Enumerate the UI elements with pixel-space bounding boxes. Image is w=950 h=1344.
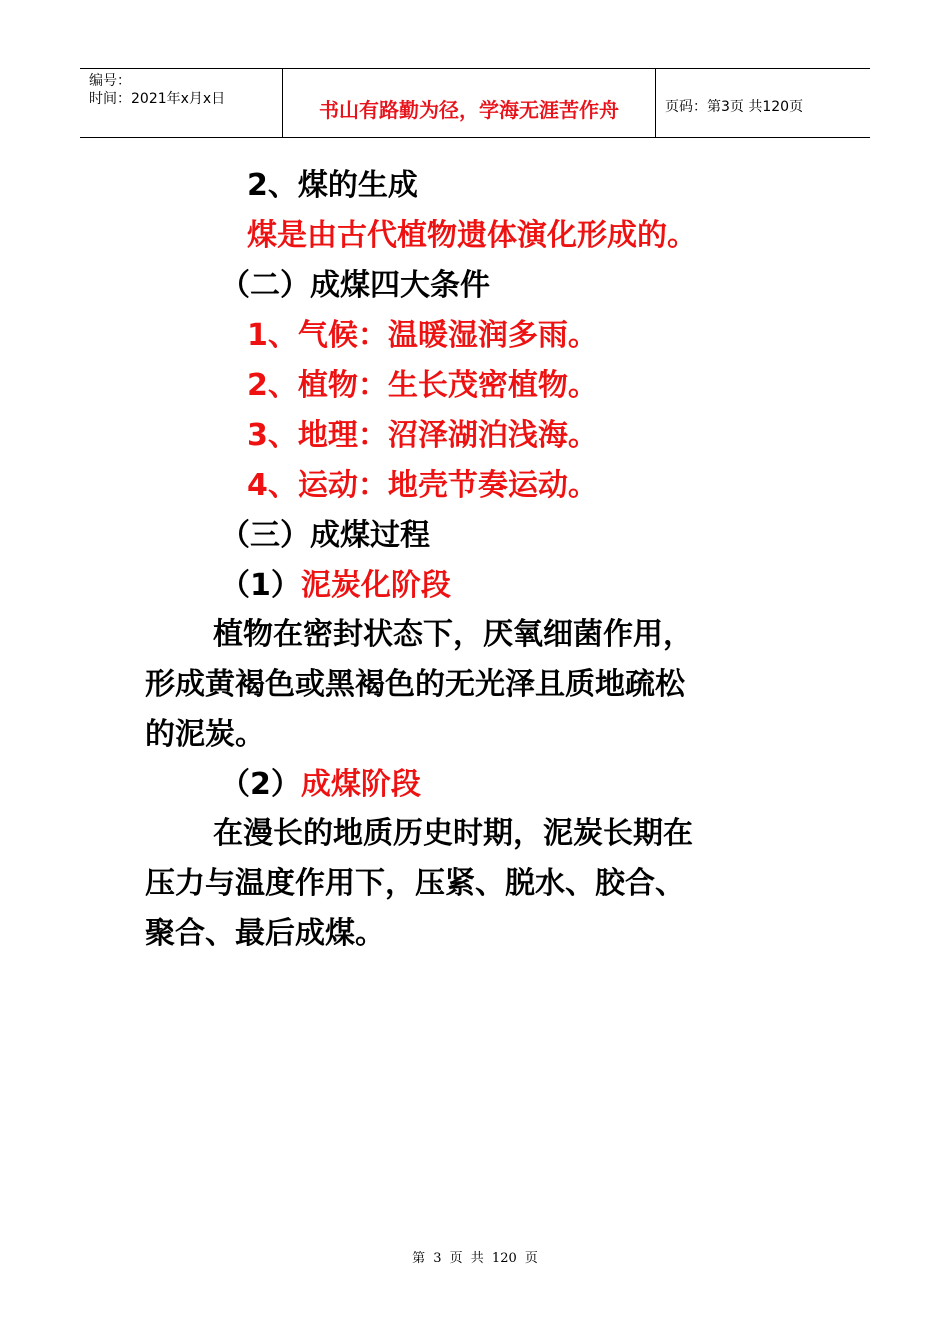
paragraph-line: 的泥炭。 [145,717,265,752]
paragraph-line: 植物在密封状态下，厌氧细菌作用， [213,617,693,652]
section-heading-coal-formation: 2、煤的生成 [247,168,418,203]
page-footer: 第 3 页 共 120 页 [412,1251,538,1266]
stage-title: 泥炭化阶段 [300,568,451,603]
header-meta-cell [80,69,282,137]
stage-number: （2） [220,767,301,802]
coal-origin-statement: 煤是由古代植物遗体演化形成的。 [247,218,697,253]
header-page-info: 页码：第3页 共120页 [665,99,804,115]
header-page-cell [655,69,870,137]
condition-geography: 3、地理：沼泽湖泊浅海。 [247,418,598,453]
condition-movement: 4、运动：地壳节奏运动。 [247,468,598,503]
section-heading-four-conditions: （二）成煤四大条件 [220,268,490,303]
document-date-label: 时间：2021年x月x日 [89,91,226,107]
paragraph-line: 在漫长的地质历史时期，泥炭长期在 [213,816,693,851]
stage-heading-coal [220,768,421,802]
page-header [80,68,870,138]
stage-number: （1） [220,568,301,603]
header-motto-cell [282,69,656,137]
stage-title: 成煤阶段 [300,767,421,802]
header-motto: 书山有路勤为径，学海无涯苦作舟 [319,98,619,122]
condition-climate: 1、气候：温暖湿润多雨。 [247,318,598,353]
paragraph-line: 聚合、最后成煤。 [145,916,385,951]
paragraph-line: 压力与温度作用下，压紧、脱水、胶合、 [145,866,685,901]
condition-plants: 2、植物：生长茂密植物。 [247,368,598,403]
section-heading-process: （三）成煤过程 [220,518,430,553]
paragraph-line: 形成黄褐色或黑褐色的无光泽且质地疏松 [145,667,685,702]
document-number-label: 编号： [89,73,131,89]
stage-heading-peat [220,569,451,603]
